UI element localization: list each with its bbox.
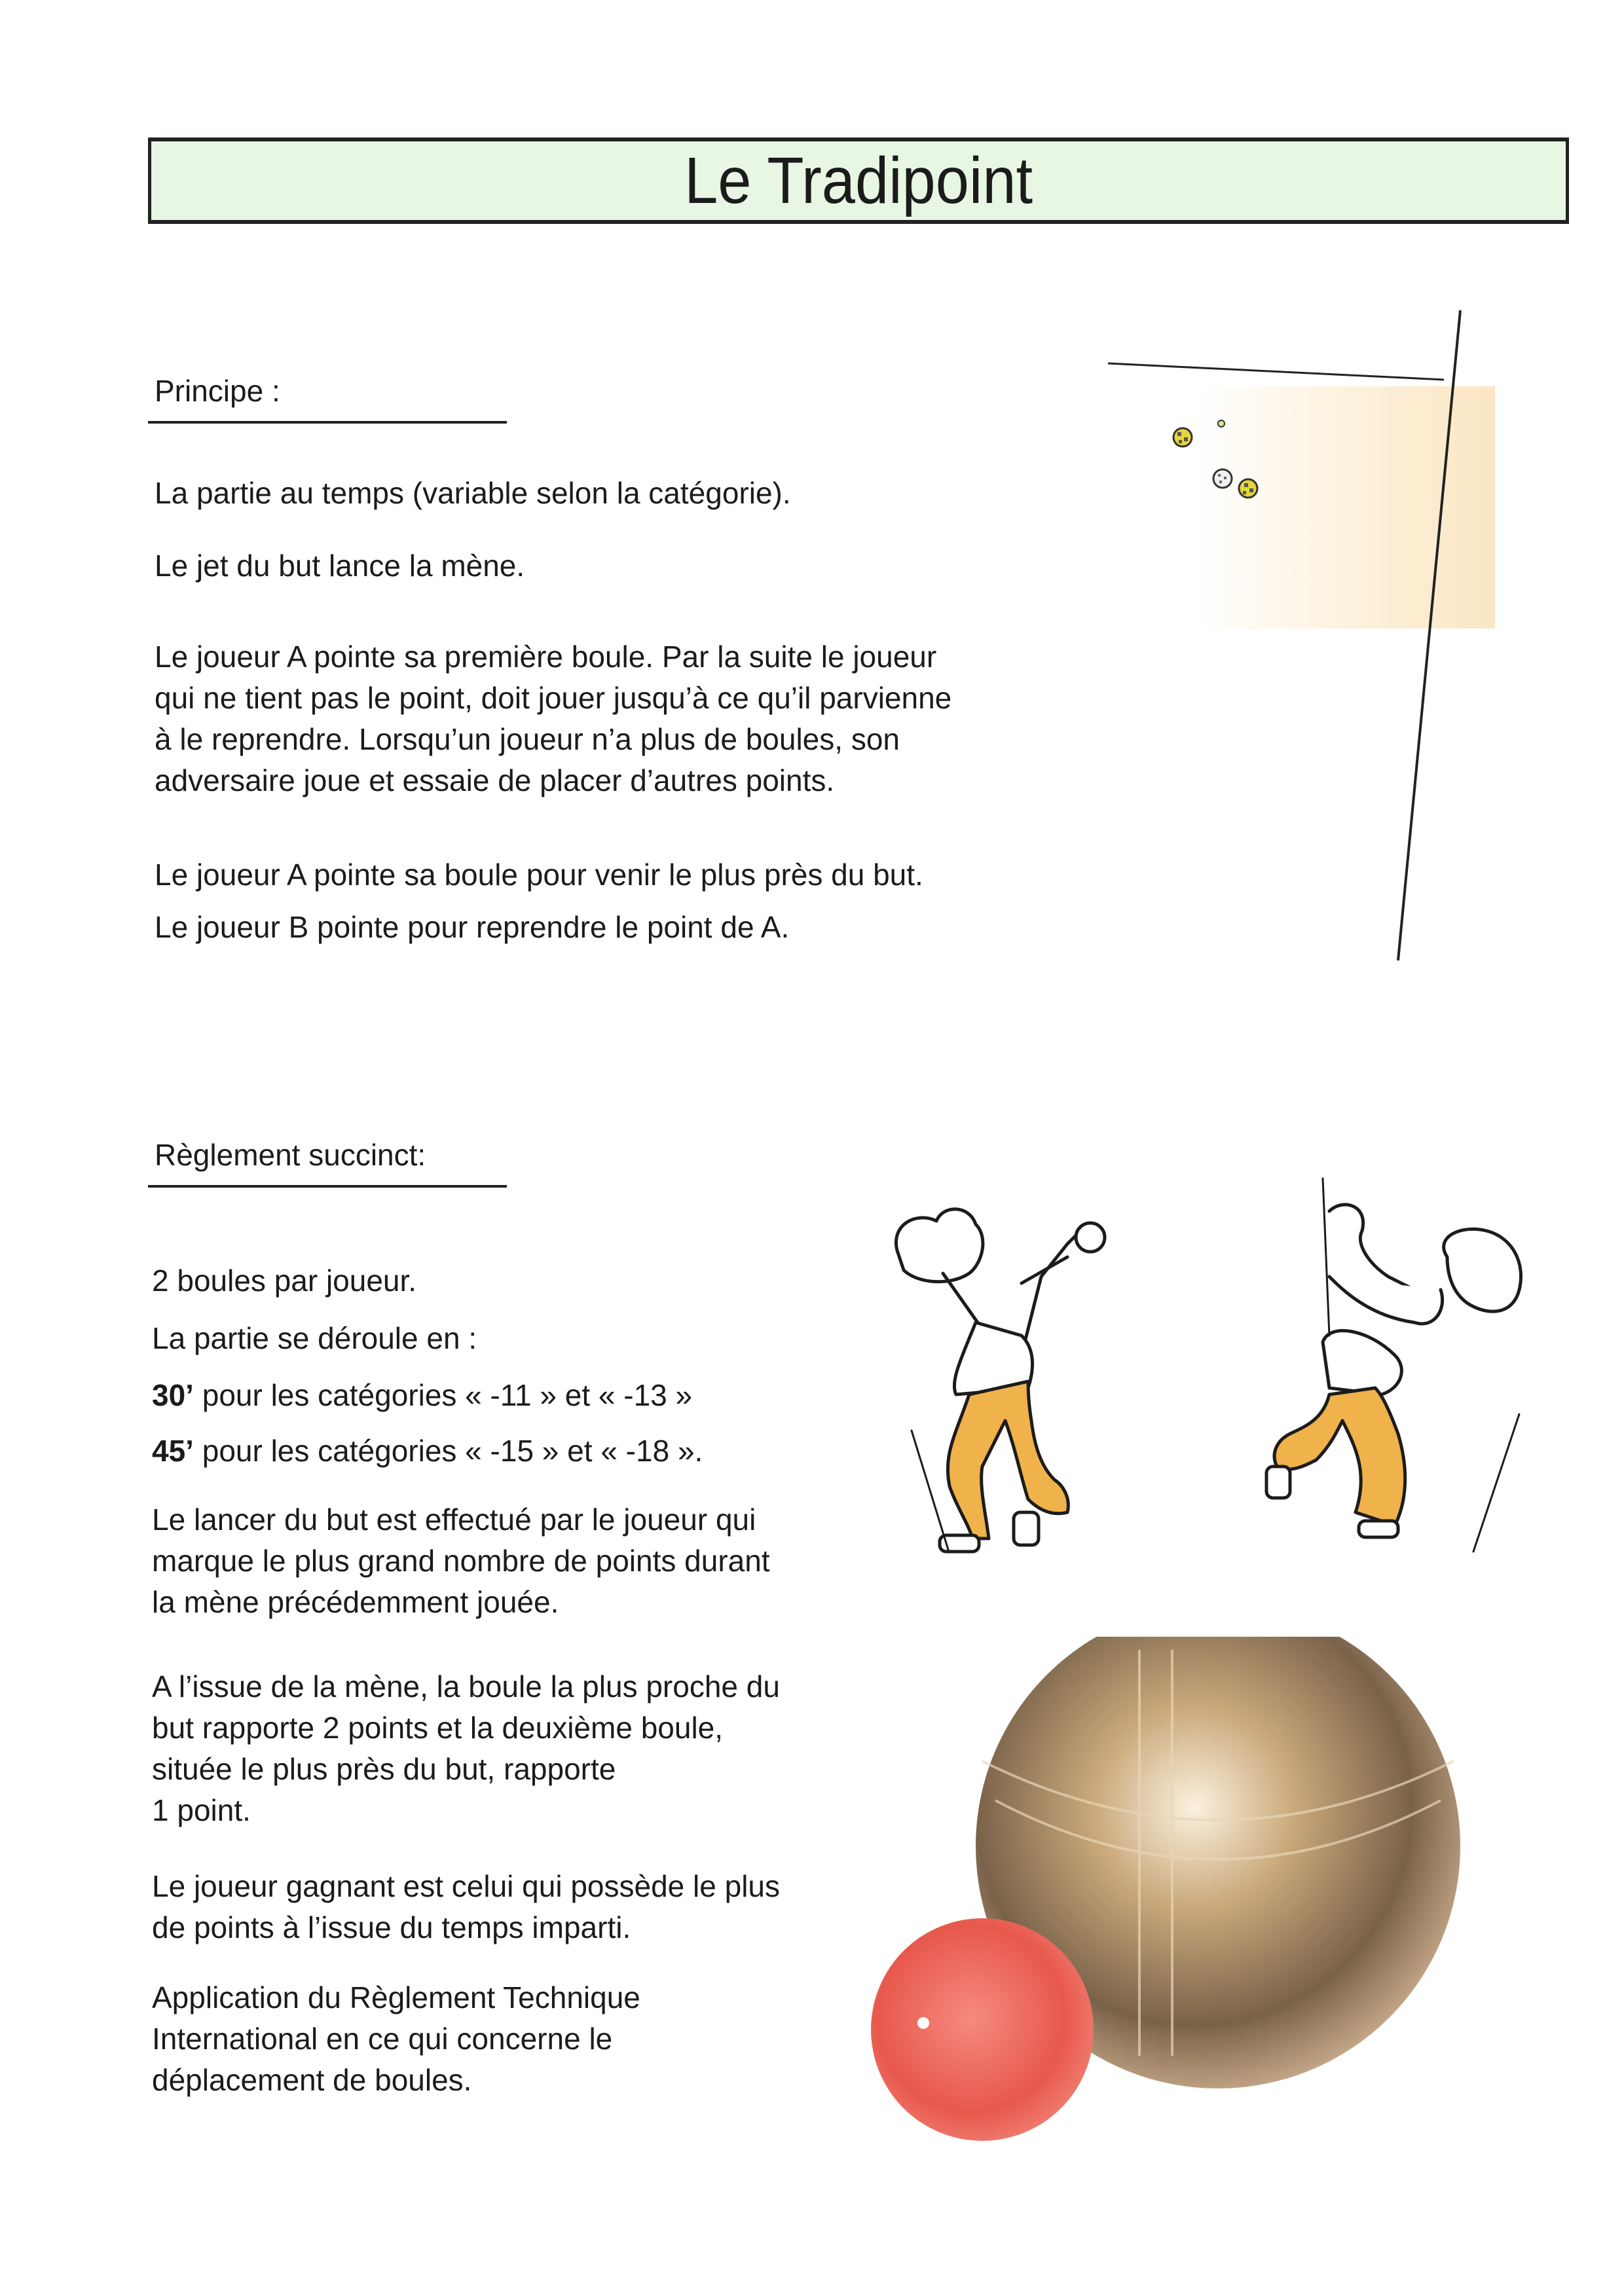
- reglement-heading: Règlement succinct:: [155, 1138, 426, 1172]
- duration-categories: pour les catégories « -15 » et « -18 ».: [193, 1434, 703, 1468]
- boule-and-jack-photo: [864, 1637, 1480, 2174]
- title-banner: [148, 137, 1569, 224]
- duration-categories: pour les catégories « -11 » et « -13 »: [193, 1378, 693, 1412]
- players-illustration: [871, 1159, 1539, 1571]
- principe-paragraph-2: [155, 545, 525, 587]
- text-line: La partie au temps (variable selon la catégorie).: [155, 476, 791, 510]
- duration-value: 45’: [152, 1434, 194, 1468]
- jack-icon: [871, 1918, 1094, 2141]
- principe-paragraph-5: [155, 907, 789, 948]
- text-line: Le joueur gagnant est celui qui possède le plus: [152, 1869, 781, 1903]
- boule-icon: [1239, 479, 1257, 498]
- text-line: Le lancer du but est effectué par le joueur qui: [152, 1503, 756, 1537]
- boule-icon: [1213, 469, 1232, 488]
- player-right-icon: [1323, 1178, 1521, 1394]
- text-line: Le joueur A pointe sa première boule. Par la suite le joueur: [155, 640, 937, 674]
- text-line: International en ce qui concerne le: [152, 2022, 613, 2056]
- jack-highlight: [917, 2017, 929, 2029]
- principe-paragraph-3: [155, 636, 951, 801]
- boule-icon: [1173, 428, 1192, 446]
- text-line: qui ne tient pas le point, doit jouer jusqu’à ce qu’il parvienne: [155, 681, 952, 715]
- reglement-gagnant: [152, 1866, 780, 1948]
- reglement-duree-30: [152, 1375, 692, 1416]
- jack-icon: [1218, 420, 1225, 427]
- text-line: Le jet du but lance la mène.: [155, 549, 525, 583]
- reglement-boules: 2 boules par joueur.: [152, 1264, 417, 1298]
- shoe-icon: [1266, 1467, 1290, 1498]
- court-diagram: [1087, 301, 1532, 969]
- text-line: à le reprendre. Lorsqu’un joueur n’a plus de boules, son: [155, 722, 900, 756]
- text-line: adversaire joue et essaie de placer d’autres points.: [155, 763, 835, 797]
- text-line: but rapporte 2 points et la deuxième boule,: [152, 1711, 724, 1745]
- reglement-heading-rule: [148, 1185, 507, 1188]
- duration-value: 30’: [152, 1378, 194, 1412]
- shoe-icon: [1014, 1512, 1039, 1545]
- principe-paragraph-1: [155, 473, 791, 514]
- reglement-duree-45: [152, 1430, 703, 1472]
- reglement-duree-intro: La partie se déroule en :: [152, 1321, 477, 1355]
- principe-heading: Principe :: [155, 374, 280, 408]
- text-line: de points à l’issue du temps imparti.: [152, 1910, 631, 1944]
- player-left-icon: [896, 1209, 1105, 1394]
- reglement-lancer-but: [152, 1499, 770, 1623]
- player-right-pants: [1274, 1388, 1405, 1525]
- text-line: A l’issue de la mène, la boule la plus proche du: [152, 1669, 780, 1704]
- text-line: Le joueur B pointe pour reprendre le point de A.: [155, 910, 790, 944]
- principe-paragraph-4: [155, 854, 923, 896]
- reglement-points: [152, 1666, 780, 1831]
- court-line: [912, 1430, 948, 1550]
- reglement-application: [152, 1977, 640, 2101]
- shoe-icon: [1359, 1521, 1398, 1537]
- text-line: Application du Règlement Technique: [152, 1980, 640, 2014]
- text-line: située le plus près du but, rapporte: [152, 1752, 616, 1786]
- court-back-line: [1108, 363, 1444, 380]
- player-left-pants: [948, 1381, 1068, 1539]
- text-line: marque le plus grand nombre de points durant: [152, 1544, 770, 1578]
- principe-heading-rule: [148, 421, 507, 424]
- court-line: [1473, 1414, 1519, 1552]
- text-line: 1 point.: [152, 1793, 251, 1827]
- page-title: Le Tradipoint: [684, 143, 1033, 217]
- text-line: la mène précédemment jouée.: [152, 1585, 559, 1619]
- text-line: Le joueur A pointe sa boule pour venir le plus près du but.: [155, 858, 923, 892]
- text-line: déplacement de boules.: [152, 2063, 472, 2097]
